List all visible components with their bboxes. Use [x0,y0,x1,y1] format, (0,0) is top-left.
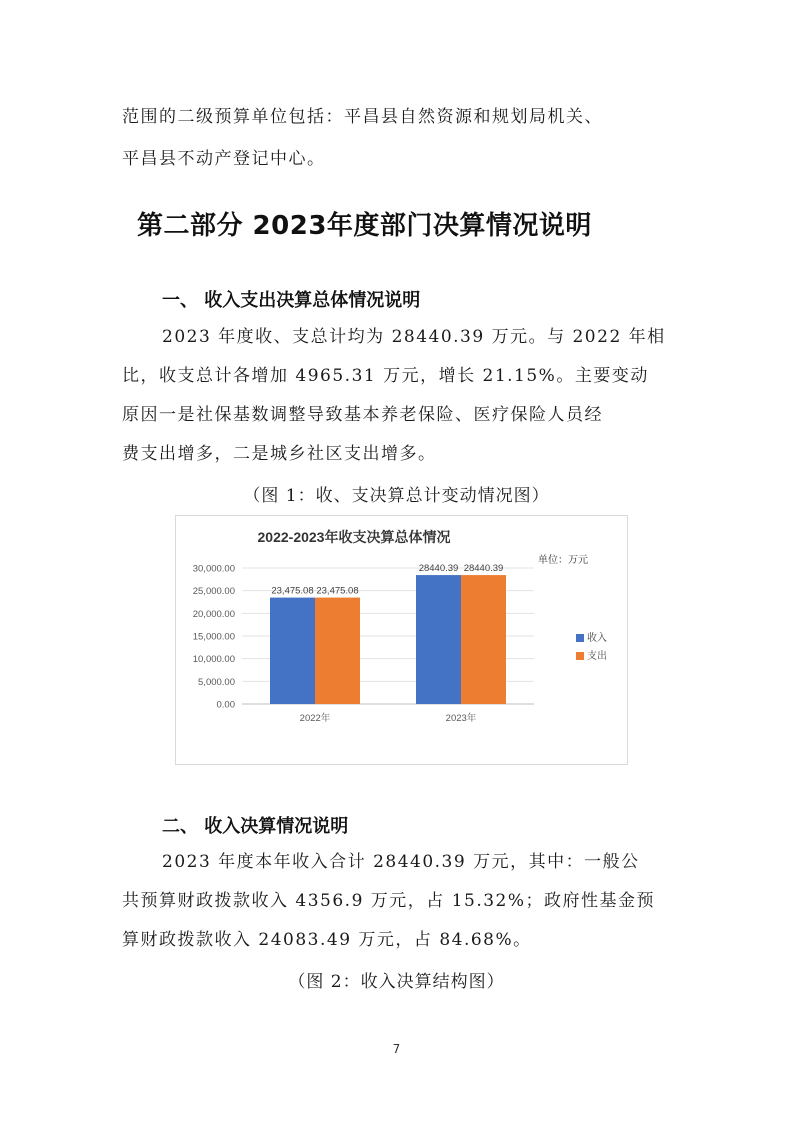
section1-paragraph-line: 原因一是社保基数调整导致基本养老保险、医疗保险人员经 [122,405,603,425]
chart-title: 2022-2023年收支决算总体情况 [257,529,451,545]
bar-chart [175,515,628,765]
bar-支出-2022年 [315,598,360,704]
intro-line-2: 平昌县不动产登记中心。 [122,149,326,169]
y-tick-label: 25,000.00 [192,586,235,598]
x-tick-label: 2022年 [299,713,331,724]
section2-paragraph-line: 2023 年度本年收入合计 28440.39 万元，其中：一般公 [162,852,640,872]
figure2-caption: （图 2：收入决算结构图） [288,972,505,992]
y-tick-label: 0.00 [216,699,235,711]
x-tick-label: 2023年 [445,713,477,724]
intro-line-1: 范围的二级预算单位包括：平昌县自然资源和规划局机关、 [122,107,603,127]
y-tick-label: 10,000.00 [192,654,235,666]
bar-data-label: 23,475.08 [316,585,359,597]
legend-swatch-收入 [576,634,584,642]
legend-swatch-支出 [576,652,584,660]
bar-收入-2022年 [270,598,315,704]
legend-label: 支出 [587,651,607,662]
y-tick-label: 5,000.00 [198,676,235,688]
legend-label: 收入 [587,633,607,644]
section2-paragraph-line: 算财政拨款收入 24083.49 万元，占 84.68%。 [122,930,532,950]
figure1-caption: （图 1：收、支决算总计变动情况图） [243,486,550,506]
bar-data-label: 23,475.08 [271,585,314,597]
y-tick-label: 20,000.00 [192,608,235,620]
bar-chart-svg [176,516,627,764]
part-title: 第二部分 2023年度部门决算情况说明 [137,211,592,241]
bar-data-label: 28440.39 [418,563,459,575]
section1-paragraph-line: 比，收支总计各增加 4965.31 万元，增长 21.15%。主要变动 [122,366,649,386]
section1-heading: 一、 收入支出决算总体情况说明 [162,290,421,311]
section1-paragraph-line: 2023 年度收、支总计均为 28440.39 万元。与 2022 年相 [162,327,666,347]
y-tick-label: 30,000.00 [192,563,235,575]
chart-unit-note: 单位：万元 [538,555,588,566]
bar-收入-2023年 [416,575,461,704]
y-tick-label: 15,000.00 [192,631,235,643]
bar-data-label: 28440.39 [463,563,504,575]
bar-支出-2023年 [461,575,506,704]
page-number: 7 [392,1042,401,1056]
section2-paragraph-line: 共预算财政拨款收入 4356.9 万元，占 15.32%；政府性基金预 [122,891,656,911]
section2-heading: 二、 收入决算情况说明 [162,816,349,837]
section1-paragraph-line: 费支出增多，二是城乡社区支出增多。 [122,444,437,464]
